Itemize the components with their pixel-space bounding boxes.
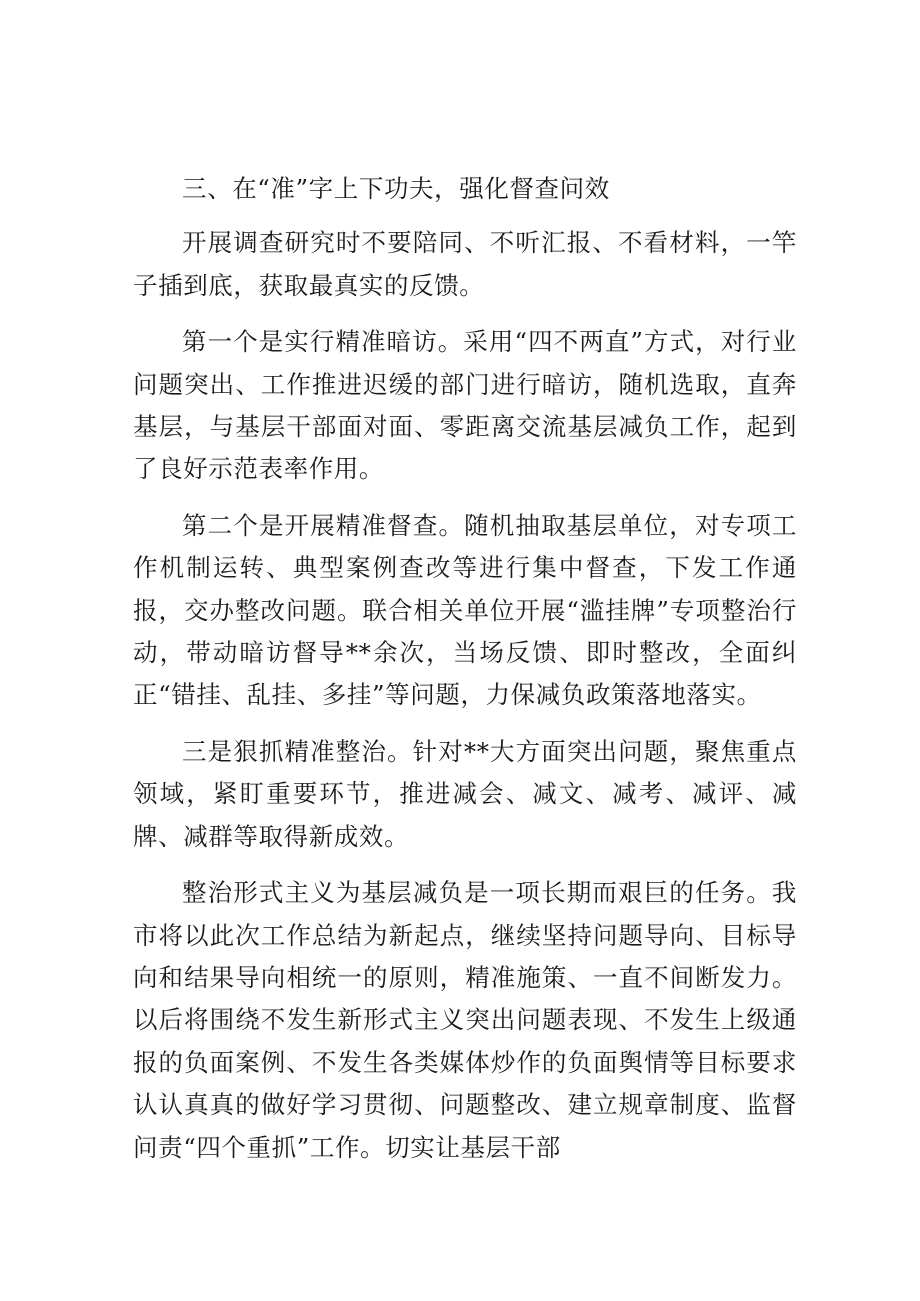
paragraph-investigation: 开展调查研究时不要陪同、不听汇报、不看材料，一竿子插到底，获取最真实的反馈。	[133, 228, 797, 300]
paragraph-precise-inspection: 第二个是开展精准督查。随机抽取基层单位，对专项工作机制运转、典型案例查改等进行集中督查，下发工作通报，交办整改问题。联合相关单位开展“滥挂牌”专项整治行动，带动暗访督导**余次，当场反馈、即时整改，全面纠正“错挂、乱挂、多挂”等问题，力保减负政策落地落实。	[133, 510, 797, 710]
paragraph-conclusion: 整治形式主义为基层减负是一项长期而艰巨的任务。我市将以此次工作总结为新起点，继续坚持问题导向、目标导向和结果导向相统一的原则，精准施策、一直不间断发力。以后将围绕不发生新形式主义突出问题表现、不发生上级通报的负面案例、不发生各类媒体炒作的负面舆情等目标要求认认真真的做好学习贯彻、问题整改、建立规章制度、监督问责“四个重抓”工作。切实让基层干部	[133, 878, 797, 1162]
paragraph-precise-rectification: 三是狠抓精准整治。针对**大方面突出问题，聚焦重点领域，紧盯重要环节，推进减会、减文、减考、减评、减牌、减群等取得新成效。	[133, 736, 797, 851]
document-body	[133, 168, 797, 1183]
section-heading: 三、在“准”字上下功夫，强化督查问效	[182, 174, 610, 203]
paragraph-precise-visits: 第一个是实行精准暗访。采用“四不两直”方式，对行业问题突出、工作推进迟缓的部门进行暗访，随机选取，直奔基层，与基层干部面对面、零距离交流基层减负工作，起到了良好示范表率作用。	[133, 327, 797, 484]
